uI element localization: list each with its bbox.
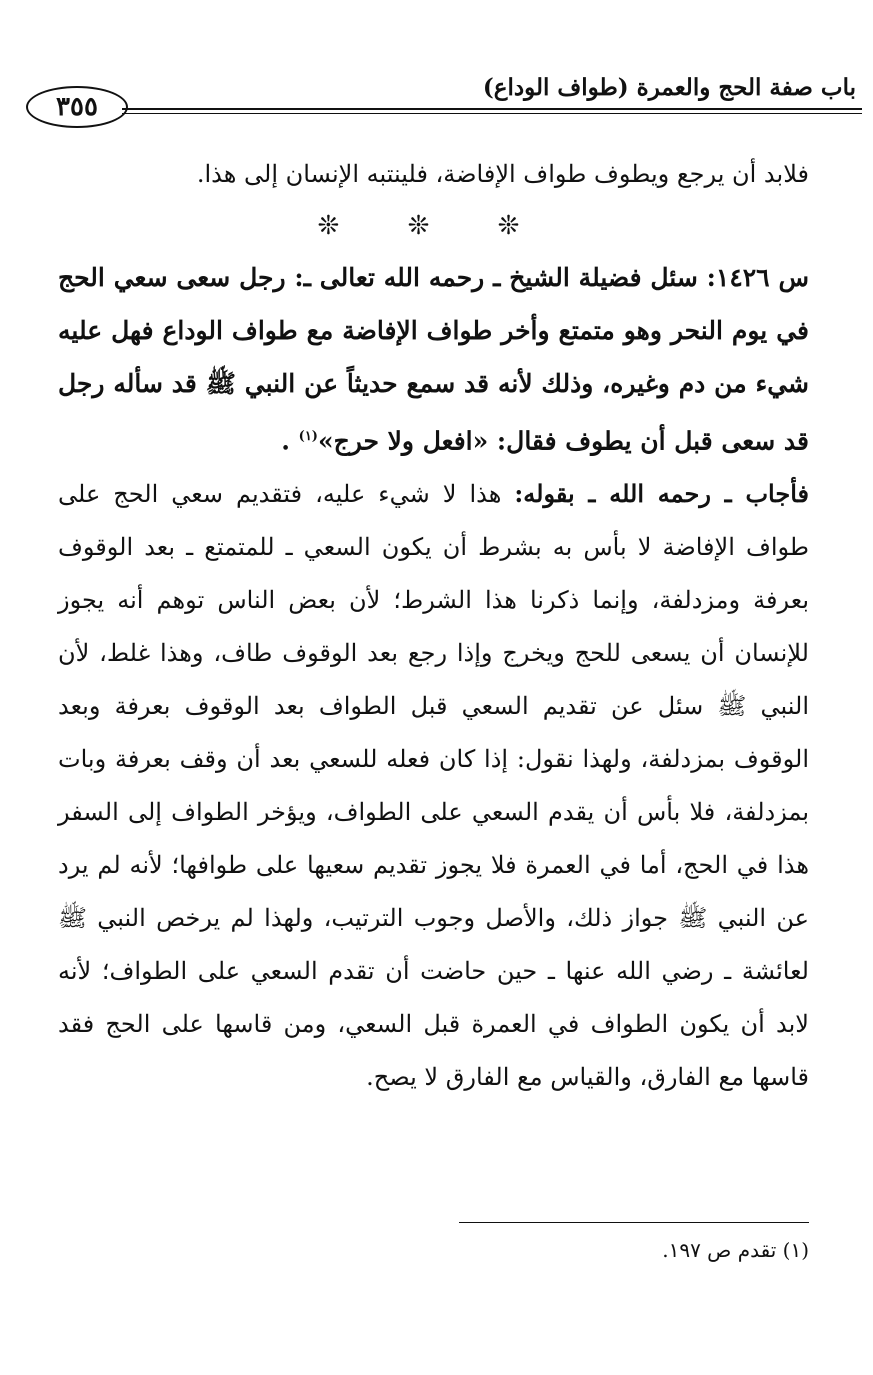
question-paragraph <box>58 251 809 467</box>
running-header <box>26 70 864 128</box>
answer-paragraph <box>58 467 809 1104</box>
footnote-divider <box>459 1222 809 1223</box>
answer-text: هذا لا شيء عليه، فتقديم سعي الحج على طواف الإفاضة لا بأس به بشرط أن يكون السعي ـ للمتمتع ـ بعد الوقوف بعرفة ومزدلفة، وإنما ذكرنا هذا الشرط؛ لأن بعض الناس توهم أنه يجوز للإنسان أن يسعى للحج ويخرج وإذا رجع بعد الوقوف طاف، وهذا غلط، لأن النبي ﷺ سئل عن تقديم السعي قبل الطواف بعد الوقوف بعرفة وبعد الوقوف بمزدلفة، ولهذا نقول: إذا كان فعله للسعي بعد أن وقف بعرفة وبات بمزدلفة، فلا بأس أن يقدم السعي على الطواف، ويؤخر الطواف إلى السفر هذا في الحج، أما في العمرة فلا يجوز تقديم سعيها على طوافها؛ لأنه لم يرد عن النبي ﷺ جواز ذلك، والأصل وجوب الترتيب، ولهذا لم يرخص النبي ﷺ لعائشة ـ رضي الله عنها ـ حين حاضت أن تقدم السعي على الطواف؛ لأنه لابد أن يكون الطواف في العمرة قبل السعي، ومن قاسها على الحج فقد قاسها مع الفارق، والقياس مع الفارق لا يصح. <box>58 480 809 1092</box>
footnote-reference[interactable]: (١) <box>298 429 318 444</box>
chapter-title: باب صفة الحج والعمرة (طواف الوداع) <box>482 74 856 101</box>
section-separator: ❊ ❊ ❊ <box>317 211 550 241</box>
main-text <box>58 148 809 1104</box>
footnote-1: (١) تقدم ص ١٩٧. <box>662 1238 809 1262</box>
question-end: . <box>281 426 290 456</box>
answer-label: فأجاب ـ رحمه الله ـ بقوله: <box>514 479 809 509</box>
page-number: ٣٥٥ <box>26 86 128 128</box>
header-rule <box>122 108 862 114</box>
question-text: س ١٤٢٦: سئل فضيلة الشيخ ـ رحمه الله تعالى ـ: رجل سعى سعي الحج في يوم النحر وهو متمتع وأخر طواف الإفاضة مع طواف الوداع فهل عليه شيء من دم وغيره، وذلك لأنه قد سمع حديثاً عن النبي ﷺ قد سأله رجل قد سعى قبل أن يطوف فقال: «افعل ولا حرج» <box>58 263 809 456</box>
continuation-paragraph: فلابد أن يرجع ويطوف طواف الإفاضة، فلينتبه الإنسان إلى هذا. <box>196 160 809 188</box>
